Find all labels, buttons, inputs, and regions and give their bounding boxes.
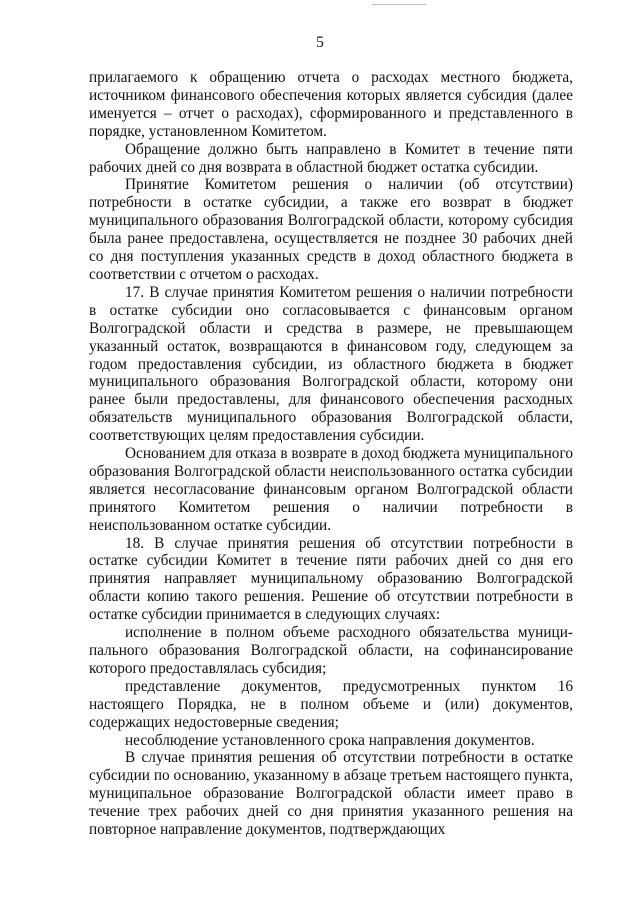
- paragraph: прилагаемого к обращению отчета о расходах местного бюджета, источником финансового обеспечения которых является субсидия (далее именуется – отчет о расходах), сформированного и представленного в порядке, установленном Комитетом.: [89, 69, 573, 140]
- paragraph: представление документов, предусмотренных пунктом 16 настоящего Порядка, не в полном объеме и (или) документов, содержащих недостоверные сведения;: [89, 677, 573, 731]
- paragraph: Принятие Комитетом решения о наличии (об отсутствии) потребности в остатке субсидии, а также его возврат в бюджет муниципального образования Волгоградской области, которому субсидия была ранее предоставлена, осуществляется не позднее 30 рабочих дней со дня поступления указанных средств в доход областного бюджета в соответствии с отчетом о расходах.: [89, 176, 573, 283]
- paragraph: Основанием для отказа в возврате в доход бюджета муниципального образования Волгоградской области неиспользованного остатка субсидии является несогласование финансовым органом Волгоградской области принятого Комитетом решения о наличии потребности в неиспользованном остатке субсидии.: [89, 445, 573, 534]
- paragraph: 17. В случае принятия Комитетом решения о наличии потребности в остатке субсидии оно согласовывается с финансовым органом Волгоградской области и средства в размере, не превышающем указанный остаток, возвращаются в финансовом году, следующем за годом предоставления субсидии, из областного бюджета в бюджет муниципального образования Волгоградской области, которому они ранее были предоставлены, для финансового обеспечения расходных обязательств муниципального образования Волгоградской области, соответствующих целям предоставления субсидии.: [89, 283, 573, 445]
- paragraph: 18. В случае принятия решения об отсутствии потребности в остатке субсидии Комитет в течение пяти рабочих дней со дня его принятия направляет муниципальному образованию Волгоградской области копию такого решения. Решение об отсутствии потребности в остатке субсидии принимается в следующих случаях:: [89, 534, 573, 624]
- paragraph: несоблюдение установленного срока направления документов.: [125, 731, 535, 749]
- page-number: 5: [316, 34, 324, 51]
- paragraph: Обращение должно быть направлено в Комитет в течение пяти рабочих дней со дня возврата в областной бюджет остатка субсидии.: [89, 140, 573, 176]
- paragraph: В случае принятия решения об отсутствии потребности в остатке субсидии по основанию, указанному в абзаце третьем настоящего пункта, муниципальное образование Волгоградской области имеет право в течение трех рабочих дней со дня принятия указанного решения на повторное направление документов, подтверждающих: [89, 749, 573, 839]
- document-body: [89, 69, 573, 839]
- paragraph: исполнение в полном объеме расходного обязательства муници-пального образования Волгоградской области, на софинансирование которого предоставлялась субсидия;: [89, 624, 573, 677]
- scan-edge-mark: [372, 0, 426, 5]
